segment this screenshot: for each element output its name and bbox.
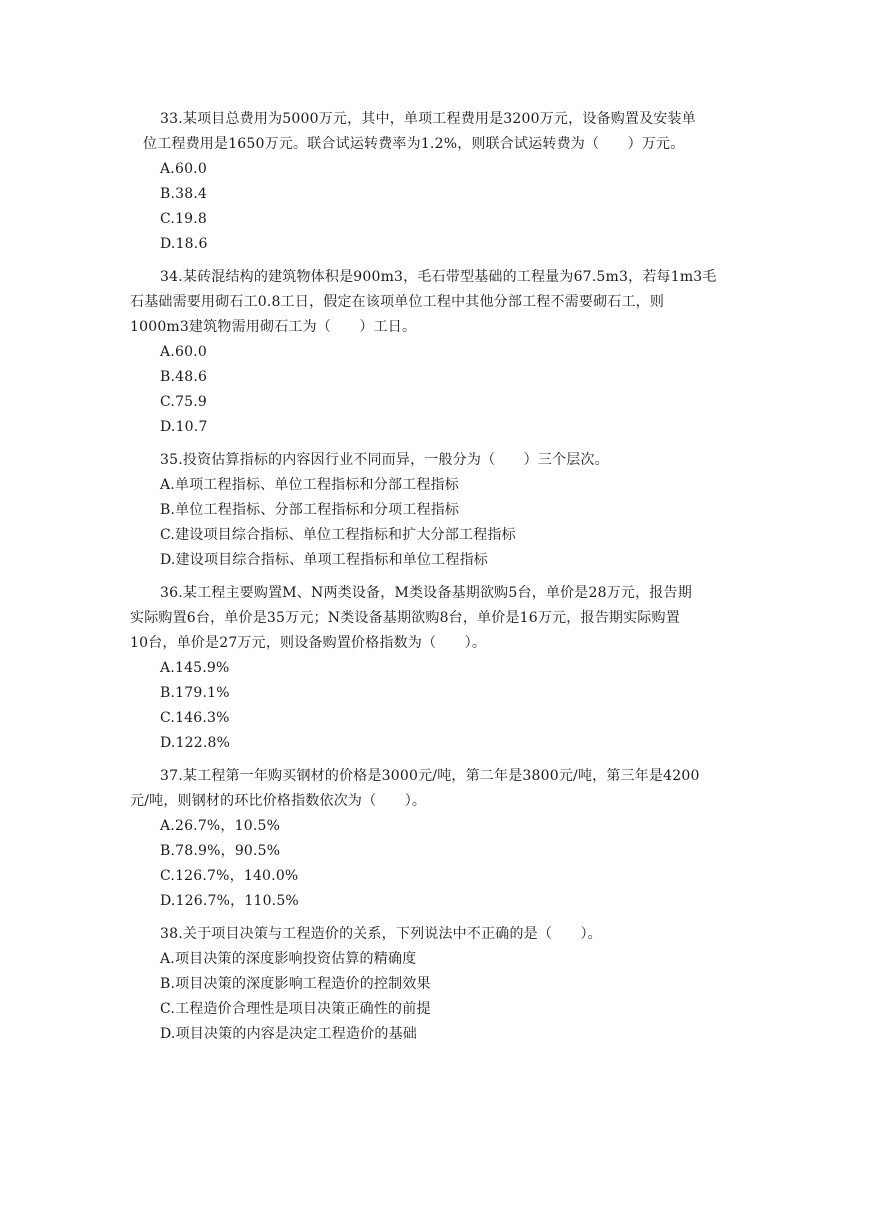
option-b: B.单位工程指标、分部工程指标和分项工程指标 bbox=[160, 502, 460, 518]
question-stem bbox=[130, 581, 740, 656]
option-c: C.126.7%，140.0% bbox=[160, 868, 299, 884]
option-c: C.建设项目综合指标、单位工程指标和扩大分部工程指标 bbox=[160, 527, 516, 543]
option-d: D.126.7%，110.5% bbox=[160, 893, 299, 909]
stem-line: 10台，单价是27万元，则设备购置价格指数为（ ）。 bbox=[130, 635, 487, 651]
option-b: B.78.9%，90.5% bbox=[160, 843, 281, 859]
option-c: C.工程造价合理性是项目决策正确性的前提 bbox=[160, 1001, 431, 1017]
option-c: C.19.8 bbox=[160, 211, 208, 227]
stem-line: 34.某砖混结构的建筑物体积是900m3，毛石带型基础的工程量为67.5m3，若每1m3毛 bbox=[160, 269, 717, 285]
option-list bbox=[160, 157, 740, 257]
question-38 bbox=[160, 922, 740, 1047]
option-list bbox=[160, 814, 740, 914]
option-b: B.项目决策的深度影响工程造价的控制效果 bbox=[160, 976, 431, 992]
option-c: C.75.9 bbox=[160, 394, 208, 410]
question-35 bbox=[160, 448, 740, 573]
option-a: A.60.0 bbox=[160, 344, 207, 360]
stem-line: 38.关于项目决策与工程造价的关系，下列说法中不正确的是（ ）。 bbox=[160, 926, 602, 942]
option-a: A.26.7%，10.5% bbox=[160, 818, 281, 834]
stem-line: 位工程费用是1650万元。联合试运转费率为1.2%，则联合试运转费为（ ）万元。 bbox=[143, 136, 685, 152]
question-stem bbox=[130, 265, 740, 340]
stem-line: 36.某工程主要购置M、N两类设备，M类设备基期欲购5台，单价是28万元，报告期 bbox=[160, 585, 692, 601]
question-stem bbox=[160, 448, 740, 473]
option-list bbox=[160, 656, 740, 756]
option-c: C.146.3% bbox=[160, 710, 230, 726]
stem-line: 37.某工程第一年购买钢材的价格是3000元/吨，第二年是3800元/吨，第三年是4200 bbox=[160, 768, 700, 784]
option-a: A.60.0 bbox=[160, 161, 207, 177]
stem-line: 实际购置6台，单价是35万元；N类设备基期欲购8台，单价是16万元，报告期实际购置 bbox=[130, 610, 680, 626]
question-list bbox=[130, 107, 740, 1055]
option-d: D.建设项目综合指标、单项工程指标和单位工程指标 bbox=[160, 552, 488, 568]
option-list bbox=[160, 340, 740, 440]
question-33 bbox=[143, 107, 740, 257]
option-a: A.单项工程指标、单位工程指标和分部工程指标 bbox=[160, 477, 459, 493]
option-d: D.18.6 bbox=[160, 236, 208, 252]
stem-line: 33.某项目总费用为5000万元，其中，单项工程费用是3200万元，设备购置及安装单 bbox=[160, 111, 696, 127]
question-stem bbox=[130, 764, 740, 814]
stem-line: 元/吨，则钢材的环比价格指数依次为（ ）。 bbox=[130, 793, 427, 809]
question-stem bbox=[160, 922, 740, 947]
option-a: A.项目决策的深度影响投资估算的精确度 bbox=[160, 951, 417, 967]
question-stem bbox=[143, 107, 740, 157]
option-b: B.48.6 bbox=[160, 369, 208, 385]
stem-line: 1000m3建筑物需用砌石工为（ ）工日。 bbox=[130, 319, 417, 335]
option-d: D.10.7 bbox=[160, 419, 208, 435]
stem-line: 35.投资估算指标的内容因行业不同而异，一般分为（ ）三个层次。 bbox=[160, 452, 609, 468]
option-list bbox=[160, 473, 740, 573]
option-b: B.38.4 bbox=[160, 186, 208, 202]
option-list bbox=[160, 947, 740, 1047]
question-36 bbox=[130, 581, 740, 756]
option-b: B.179.1% bbox=[160, 685, 230, 701]
option-d: D.122.8% bbox=[160, 735, 231, 751]
question-34 bbox=[130, 265, 740, 440]
option-a: A.145.9% bbox=[160, 660, 230, 676]
stem-line: 石基础需要用砌石工0.8工日，假定在该项单位工程中其他分部工程不需要砌石工，则 bbox=[130, 294, 665, 310]
option-d: D.项目决策的内容是决定工程造价的基础 bbox=[160, 1026, 417, 1042]
question-37 bbox=[130, 764, 740, 914]
